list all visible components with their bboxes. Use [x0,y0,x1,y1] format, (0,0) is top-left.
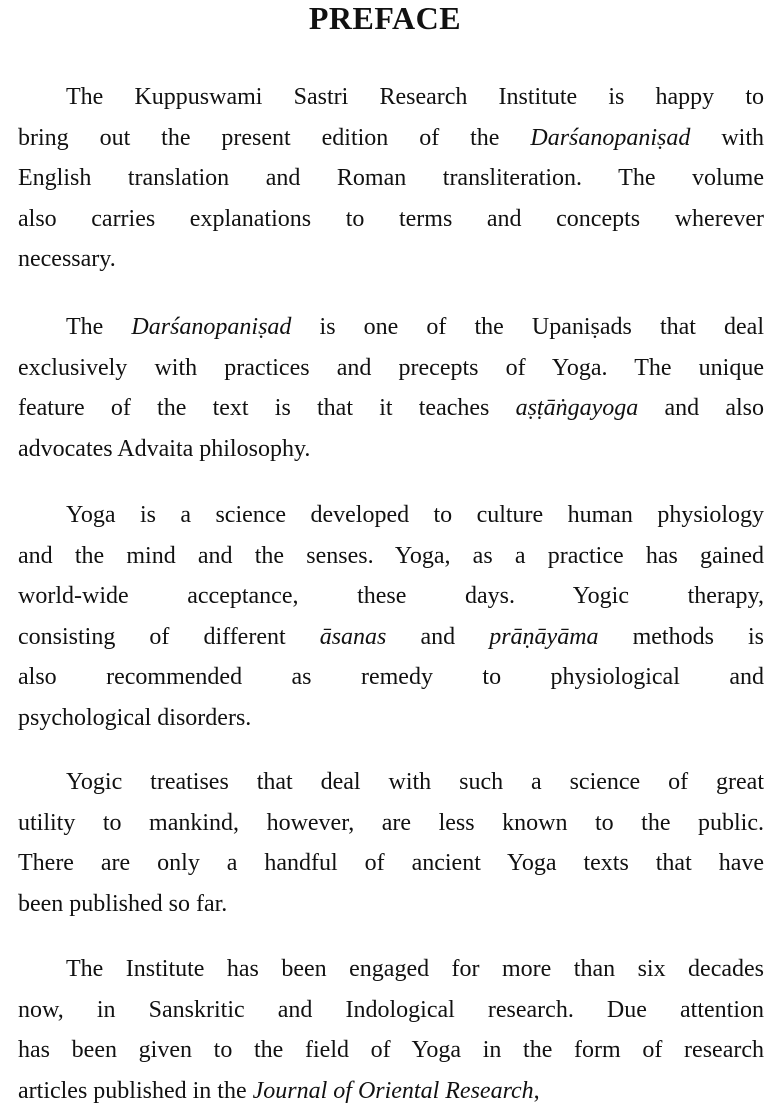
text-line: Yoga is a science developed to culture human physiology [66,502,764,528]
text-line: and the mind and the senses. Yoga, as a practice has gained [18,542,764,569]
text-line: There are only a handful of ancient Yoga texts that have [18,850,764,877]
text-line: utility to mankind, however, are less known to the public. [18,809,764,836]
text-line: been published so far. [18,890,228,917]
text-line: English translation and Roman transliteration. The volume [18,165,764,192]
text-line: also carries explanations to terms and concepts wherever [18,205,764,232]
paragraph-yogic-treatises [18,762,764,924]
page-title: PREFACE [308,0,462,36]
text-line: bring out the present edition of the Darśanopaniṣad with [18,124,764,151]
text-line: also recommended as remedy to physiological and [18,664,764,691]
paragraph-darsanopanisad [18,307,764,469]
text-line: world-wide acceptance, these days. Yogic therapy, [18,583,764,610]
text-line: has been given to the field of Yoga in the form of research [18,1037,764,1064]
paragraph-institute-edition [18,77,764,280]
paragraph-institute-research [18,949,764,1111]
text-line: exclusively with practices and precepts of Yoga. The unique [18,354,764,381]
text-line: necessary. [18,246,116,273]
text-line: Yogic treatises that deal with such a science of great [66,769,764,795]
text-line: The Darśanopaniṣad is one of the Upaniṣads that deal [66,314,764,340]
text-line: now, in Sanskritic and Indological research. Due attention [18,996,764,1023]
text-line: consisting of different āsanas and prāṇāyāma methods is [18,623,765,650]
text-line: psychological disorders. [18,704,252,731]
text-line: articles published in the Journal of Oriental Research, [18,1077,540,1104]
paragraph-yoga-science [18,495,764,739]
text-line: feature of the text is that it teaches aṣṭāṅgayoga and also [18,395,765,422]
text-line: The Institute has been engaged for more than six decades [66,956,764,982]
text-line: The Kuppuswami Sastri Research Institute is happy to [66,84,764,110]
text-line: advocates Advaita philosophy. [18,435,311,462]
